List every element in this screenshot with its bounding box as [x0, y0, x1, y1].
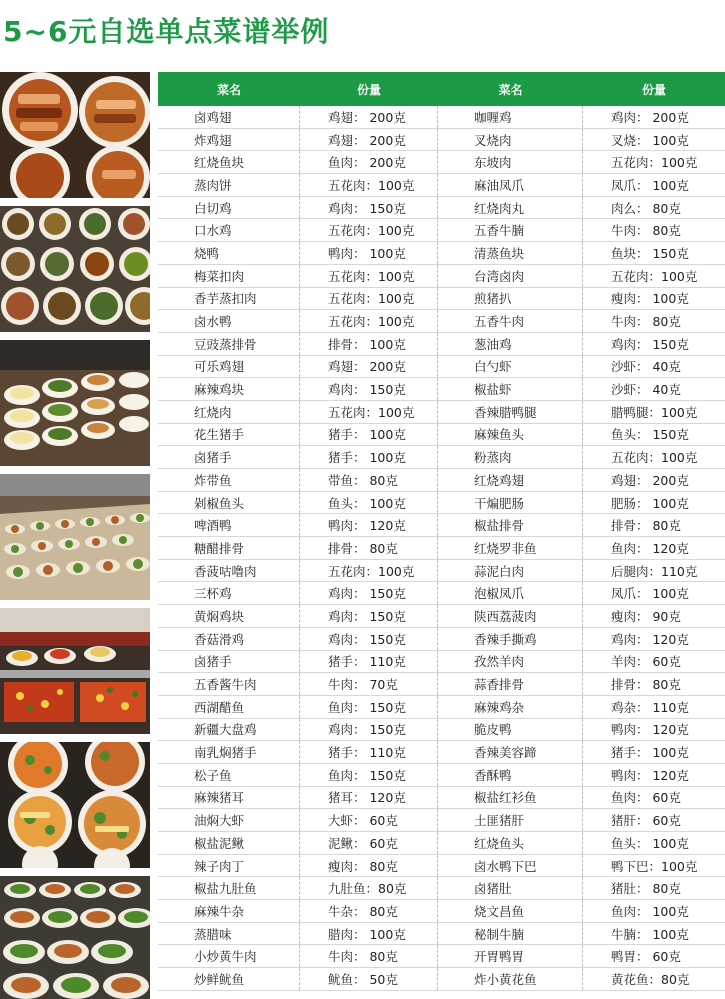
dish-name-cell: 椒盐排骨	[438, 514, 583, 536]
dish-name-cell: 新疆大盘鸡	[158, 719, 300, 741]
dish-name-cell: 粉蒸肉	[438, 446, 583, 468]
dish-name-cell: 麻辣鸡块	[158, 378, 300, 400]
dish-name-cell: 卤水鸭	[158, 310, 300, 332]
portion-cell: 五花肉：100克	[611, 268, 698, 284]
dish-name-cell: 红烧罗非鱼	[438, 537, 583, 559]
dish-name-cell: 卤猪手	[158, 651, 300, 673]
portion-cell: 猪手： 110克	[300, 651, 438, 673]
table-row	[158, 197, 725, 220]
portion-cell: 瘦肉： 100克	[611, 291, 689, 307]
dish-name-cell: 脆皮鸭	[438, 719, 583, 741]
dish-name-cell: 啤酒鸭	[158, 514, 300, 536]
dish-name-cell: 清蒸鱼块	[438, 242, 583, 264]
food-photo-braised-pork	[0, 72, 150, 198]
dish-name-cell: 咖喱鸡	[438, 106, 583, 128]
portion-cell: 猪耳： 120克	[300, 787, 438, 809]
portion-cell: 牛肉： 80克	[611, 223, 681, 239]
portion-cell: 大虾： 60克	[300, 809, 438, 831]
dish-name-cell: 卤水鸭下巴	[438, 855, 583, 877]
portion-cell: 牛杂： 80克	[300, 900, 438, 922]
dish-name-cell: 三杯鸡	[158, 582, 300, 604]
dish-name-cell: 卤鸡翅	[158, 106, 300, 128]
portion-cell: 猪肚： 80克	[611, 881, 681, 897]
dish-name-cell: 椒盐虾	[438, 378, 583, 400]
portion-cell: 猪肝： 60克	[611, 813, 681, 829]
portion-cell: 鸭下巴：100克	[611, 858, 698, 874]
dish-name-cell: 香菇滑鸡	[158, 628, 300, 650]
table-row	[158, 832, 725, 855]
dish-name-cell: 椒盐红衫鱼	[438, 787, 583, 809]
page-title: 5~6元自选单点菜谱举例	[3, 15, 330, 48]
menu-table	[158, 72, 725, 991]
dish-name-cell: 小炒黄牛肉	[158, 945, 300, 967]
dish-name-cell: 秘制牛腩	[438, 923, 583, 945]
dish-name-cell: 五香牛肉	[438, 310, 583, 332]
dish-name-cell: 剁椒鱼头	[158, 492, 300, 514]
portion-cell: 五花肉：100克	[300, 265, 438, 287]
table-row	[158, 378, 725, 401]
header-portion: 份量	[356, 82, 381, 97]
dish-name-cell: 松子鱼	[158, 764, 300, 786]
dish-name-cell: 白勺虾	[438, 356, 583, 378]
table-row	[158, 560, 725, 583]
dish-name-cell: 油焖大虾	[158, 809, 300, 831]
dish-name-cell: 东坡肉	[438, 151, 583, 173]
dish-name-cell: 豆豉蒸排骨	[158, 333, 300, 355]
portion-cell: 叉烧： 100克	[611, 132, 689, 148]
dish-name-cell: 陕西荔菠肉	[438, 605, 583, 627]
table-row	[158, 537, 725, 560]
dish-name-cell: 煎猪扒	[438, 288, 583, 310]
table-row	[158, 900, 725, 923]
dish-name-cell: 香酥鸭	[438, 764, 583, 786]
portion-cell: 五花肉：100克	[300, 174, 438, 196]
table-row	[158, 514, 725, 537]
dish-name-cell: 可乐鸡翅	[158, 356, 300, 378]
table-header	[158, 72, 725, 106]
table-row	[158, 424, 725, 447]
dish-name-cell: 麻辣鸡杂	[438, 696, 583, 718]
dish-name-cell: 口水鸡	[158, 219, 300, 241]
table-row	[158, 673, 725, 696]
dish-name-cell: 红烧肉丸	[438, 197, 583, 219]
table-body	[158, 106, 725, 991]
portion-cell: 鸭肉： 120克	[611, 722, 689, 738]
dish-name-cell: 炸鸡翅	[158, 129, 300, 151]
portion-cell: 鸡肉： 200克	[611, 109, 689, 125]
portion-cell: 五花肉：100克	[611, 450, 698, 466]
portion-cell: 鱼肉： 200克	[300, 151, 438, 173]
portion-cell: 肥肠： 100克	[611, 495, 689, 511]
portion-cell: 鸡肉： 150克	[300, 582, 438, 604]
dish-name-cell: 香辣美容蹄	[438, 741, 583, 763]
dish-name-cell: 炸小黄花鱼	[438, 968, 583, 990]
portion-cell: 五花肉：100克	[300, 310, 438, 332]
table-row	[158, 288, 725, 311]
food-photo-stir-fry	[0, 742, 150, 868]
portion-cell: 羊肉： 60克	[611, 654, 681, 670]
portion-cell: 牛肉： 80克	[300, 945, 438, 967]
table-row	[158, 106, 725, 129]
dish-name-cell: 香芋蒸扣肉	[158, 288, 300, 310]
dish-name-cell: 叉烧肉	[438, 129, 583, 151]
header-dish-name: 菜名	[216, 82, 241, 97]
portion-cell: 鱼头： 100克	[300, 492, 438, 514]
dish-name-cell: 黄焖鸡块	[158, 605, 300, 627]
dish-name-cell: 香菠咕噜肉	[158, 560, 300, 582]
dish-name-cell: 椒盐泥鳅	[158, 832, 300, 854]
food-photo-side-plates	[0, 340, 150, 466]
portion-cell: 鸡翅： 200克	[300, 356, 438, 378]
dish-name-cell: 泡椒凤爪	[438, 582, 583, 604]
table-row	[158, 333, 725, 356]
food-photo-buffet-line	[0, 474, 150, 600]
table-row	[158, 356, 725, 379]
portion-cell: 猪手： 110克	[300, 741, 438, 763]
table-row	[158, 719, 725, 742]
table-row	[158, 945, 725, 968]
dish-name-cell: 糖醋排骨	[158, 537, 300, 559]
table-row	[158, 582, 725, 605]
portion-cell: 鸡肉： 120克	[611, 631, 689, 647]
dish-name-cell: 孜然羊肉	[438, 651, 583, 673]
portion-cell: 沙虾： 40克	[611, 382, 681, 398]
dish-name-cell: 炒鲜鱿鱼	[158, 968, 300, 990]
dish-name-cell: 椒盐九肚鱼	[158, 877, 300, 899]
portion-cell: 鸡肉： 150克	[300, 719, 438, 741]
table-row	[158, 968, 725, 991]
table-row	[158, 787, 725, 810]
portion-cell: 猪手： 100克	[611, 745, 689, 761]
table-row	[158, 492, 725, 515]
portion-cell: 鱼头： 100克	[611, 835, 689, 851]
dish-name-cell: 葱油鸡	[438, 333, 583, 355]
portion-cell: 鱼肉： 100克	[611, 903, 689, 919]
portion-cell: 五花肉：100克	[300, 219, 438, 241]
portion-cell: 五花肉：100克	[300, 560, 438, 582]
dish-name-cell: 蒸肉饼	[158, 174, 300, 196]
dish-name-cell: 烧文昌鱼	[438, 900, 583, 922]
dish-name-cell: 梅菜扣肉	[158, 265, 300, 287]
portion-cell: 瘦肉： 90克	[611, 608, 681, 624]
table-row	[158, 129, 725, 152]
dish-name-cell: 炸带鱼	[158, 469, 300, 491]
portion-cell: 鸭肉： 120克	[300, 514, 438, 536]
table-row	[158, 764, 725, 787]
table-row	[158, 446, 725, 469]
portion-cell: 鸡肉： 150克	[300, 628, 438, 650]
table-row	[158, 628, 725, 651]
dish-name-cell: 土匪猪肝	[438, 809, 583, 831]
food-photo-canteen-counter	[0, 608, 150, 734]
portion-cell: 鱼头： 150克	[611, 427, 689, 443]
dish-name-cell: 开胃鸭胃	[438, 945, 583, 967]
portion-cell: 肉么： 80克	[611, 200, 681, 216]
portion-cell: 沙虾： 40克	[611, 359, 681, 375]
table-row	[158, 877, 725, 900]
table-row	[158, 174, 725, 197]
dish-name-cell: 麻辣鱼头	[438, 424, 583, 446]
portion-cell: 五花肉：100克	[300, 401, 438, 423]
portion-cell: 带鱼： 80克	[300, 469, 438, 491]
dish-name-cell: 花生猪手	[158, 424, 300, 446]
portion-cell: 排骨： 80克	[300, 537, 438, 559]
portion-cell: 五花肉：100克	[300, 288, 438, 310]
dish-name-cell: 辣子肉丁	[158, 855, 300, 877]
portion-cell: 腊鸭腿：100克	[611, 404, 698, 420]
portion-cell: 凤爪： 100克	[611, 586, 689, 602]
dish-name-cell: 干煸肥肠	[438, 492, 583, 514]
portion-cell: 鸭肉： 120克	[611, 767, 689, 783]
portion-cell: 鱼肉： 150克	[300, 764, 438, 786]
portion-cell: 后腿肉：110克	[611, 563, 698, 579]
table-row	[158, 809, 725, 832]
dish-name-cell: 红烧鱼块	[158, 151, 300, 173]
portion-cell: 鱿鱼： 50克	[300, 968, 438, 990]
dish-name-cell: 麻辣猪耳	[158, 787, 300, 809]
table-row	[158, 855, 725, 878]
dish-name-cell: 麻油凤爪	[438, 174, 583, 196]
food-photo-dish-bowls	[0, 206, 150, 332]
portion-cell: 九肚鱼：80克	[300, 877, 438, 899]
dish-name-cell: 蒜香排骨	[438, 673, 583, 695]
portion-cell: 五花肉：100克	[611, 155, 698, 171]
table-row	[158, 741, 725, 764]
table-row	[158, 310, 725, 333]
dish-name-cell: 五香牛腩	[438, 219, 583, 241]
portion-cell: 鸡翅： 200克	[300, 106, 438, 128]
dish-name-cell: 台湾卤肉	[438, 265, 583, 287]
food-photo-column	[0, 72, 150, 999]
dish-name-cell: 蒸腊味	[158, 923, 300, 945]
portion-cell: 鸡肉： 150克	[300, 197, 438, 219]
portion-cell: 鸡肉： 150克	[300, 378, 438, 400]
table-row	[158, 469, 725, 492]
portion-cell: 鱼肉： 120克	[611, 540, 689, 556]
portion-cell: 牛肉： 80克	[611, 314, 681, 330]
portion-cell: 腊肉： 100克	[300, 923, 438, 945]
dish-name-cell: 红烧肉	[158, 401, 300, 423]
portion-cell: 牛腩： 100克	[611, 926, 689, 942]
portion-cell: 猪手： 100克	[300, 424, 438, 446]
portion-cell: 鸡肉： 150克	[300, 605, 438, 627]
portion-cell: 鸡翅： 200克	[300, 129, 438, 151]
dish-name-cell: 红烧鸡翅	[438, 469, 583, 491]
dish-name-cell: 南乳焖猪手	[158, 741, 300, 763]
portion-cell: 鸡杂： 110克	[611, 699, 689, 715]
food-photo-lunch-boxes	[0, 876, 150, 999]
dish-name-cell: 红烧鱼头	[438, 832, 583, 854]
portion-cell: 瘦肉： 80克	[300, 855, 438, 877]
table-row	[158, 219, 725, 242]
table-row	[158, 651, 725, 674]
dish-name-cell: 麻辣牛杂	[158, 900, 300, 922]
dish-name-cell: 烧鸭	[158, 242, 300, 264]
portion-cell: 排骨： 100克	[300, 333, 438, 355]
portion-cell: 黄花鱼：80克	[611, 971, 690, 987]
dish-name-cell: 白切鸡	[158, 197, 300, 219]
table-row	[158, 265, 725, 288]
portion-cell: 排骨： 80克	[611, 677, 681, 693]
portion-cell: 鸭胃： 60克	[611, 949, 681, 965]
dish-name-cell: 香辣手撕鸡	[438, 628, 583, 650]
dish-name-cell: 蒜泥白肉	[438, 560, 583, 582]
header-portion: 份量	[641, 82, 666, 97]
portion-cell: 凤爪： 100克	[611, 177, 689, 193]
table-row	[158, 151, 725, 174]
portion-cell: 鸡肉： 150克	[611, 336, 689, 352]
dish-name-cell: 卤猪手	[158, 446, 300, 468]
dish-name-cell: 西湖醋鱼	[158, 696, 300, 718]
portion-cell: 牛肉： 70克	[300, 673, 438, 695]
dish-name-cell: 五香酱牛肉	[158, 673, 300, 695]
table-row	[158, 401, 725, 424]
dish-name-cell: 香辣腊鸭腿	[438, 401, 583, 423]
portion-cell: 鸡翅： 200克	[611, 472, 689, 488]
table-row	[158, 242, 725, 265]
portion-cell: 鱼肉： 60克	[611, 790, 681, 806]
portion-cell: 猪手： 100克	[300, 446, 438, 468]
table-row	[158, 696, 725, 719]
table-row	[158, 605, 725, 628]
portion-cell: 鸭肉： 100克	[300, 242, 438, 264]
portion-cell: 鱼肉： 150克	[300, 696, 438, 718]
table-row	[158, 923, 725, 946]
portion-cell: 排骨： 80克	[611, 518, 681, 534]
dish-name-cell: 卤猪肚	[438, 877, 583, 899]
portion-cell: 泥鳅： 60克	[300, 832, 438, 854]
header-dish-name: 菜名	[498, 82, 523, 97]
portion-cell: 鱼块： 150克	[611, 245, 689, 261]
